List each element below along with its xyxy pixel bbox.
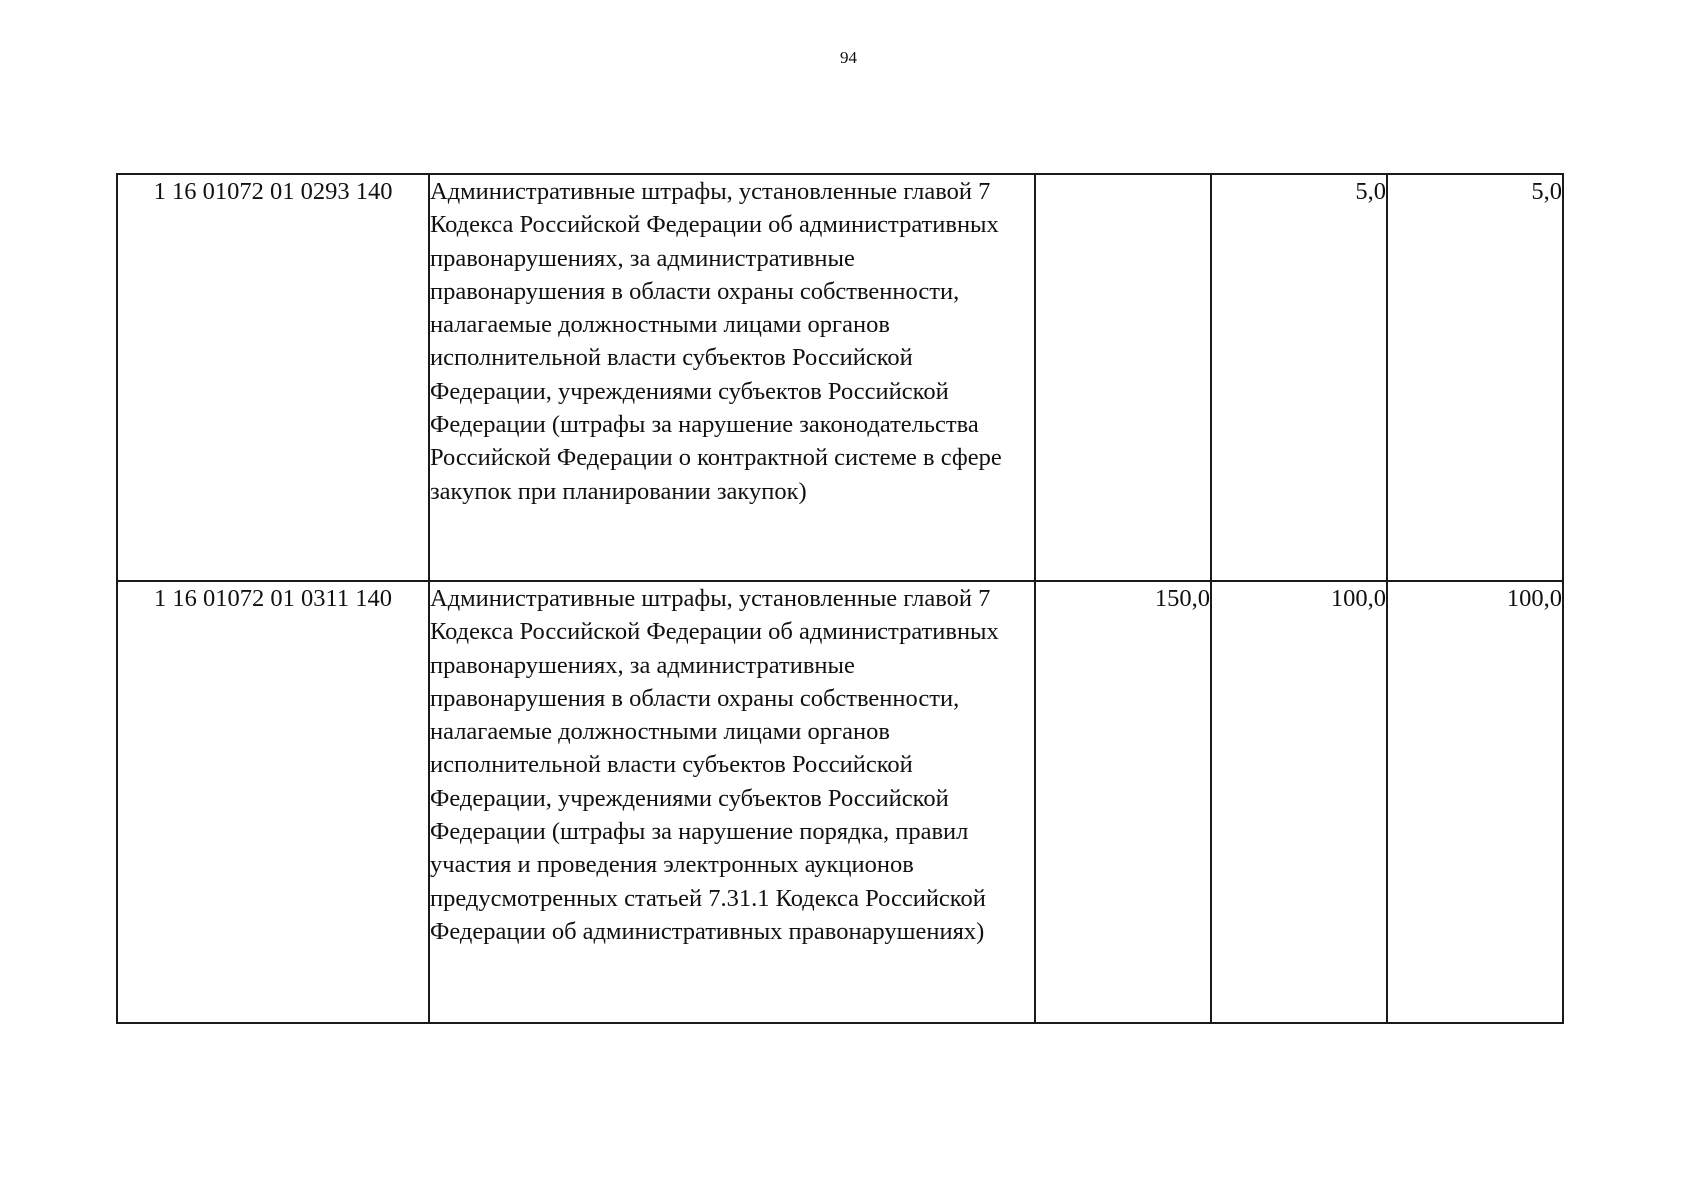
- description-cell: Административные штрафы, установленные главой 7 Кодекса Российской Федерации об административных правонарушениях, за административные правонарушения в области охраны собственности, налагаемые должностными лицами органов исполнительной власти субъектов Российской Федерации, учреждениями субъектов Российской Федерации (штрафы за нарушение законодательства Российской Федерации о контрактной системе в сфере закупок при планировании закупок): [429, 174, 1035, 581]
- value-cell-3: 100,0: [1387, 581, 1563, 1023]
- value-cell-1: 150,0: [1035, 581, 1211, 1023]
- page-number: 94: [840, 48, 857, 67]
- revenue-table: [116, 173, 1564, 1024]
- value-cell-1: [1035, 174, 1211, 581]
- value-cell-2: 100,0: [1211, 581, 1387, 1023]
- budget-code-cell: 1 16 01072 01 0293 140: [117, 174, 429, 581]
- value-cell-2: 5,0: [1211, 174, 1387, 581]
- table-row: [117, 581, 1563, 1023]
- table-row: [117, 174, 1563, 581]
- description-cell: Административные штрафы, установленные главой 7 Кодекса Российской Федерации об административных правонарушениях, за административные правонарушения в области охраны собственности, налагаемые должностными лицами органов исполнительной власти субъектов Российской Федерации, учреждениями субъектов Российской Федерации (штрафы за нарушение порядка, правил участия и проведения электронных аукционов предусмотренных статьей 7.31.1 Кодекса Российской Федерации об административных правонарушениях): [429, 581, 1035, 1023]
- budget-code-cell: 1 16 01072 01 0311 140: [117, 581, 429, 1023]
- value-cell-3: 5,0: [1387, 174, 1563, 581]
